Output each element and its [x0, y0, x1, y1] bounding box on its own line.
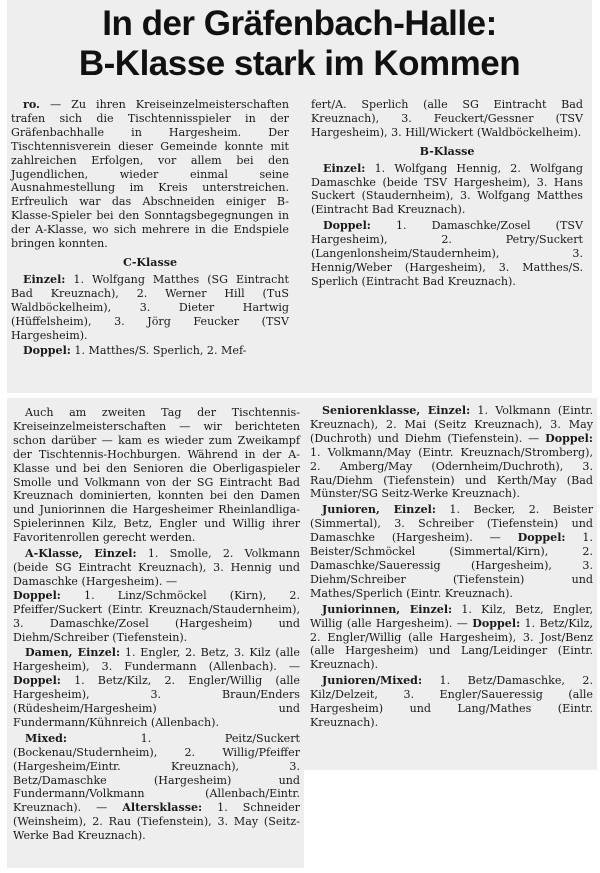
article1-column-1	[11, 98, 289, 360]
article1-intro: ro. — Zu ihren Kreiseinzelmeisterschaften trafen sich die Tischtennisspieler in der Gräfenbachhalle in Hargesheim. Der Tischtennisverein dieser Gemeinde konnte mit zahlreichen Erfolgen, vor allem bei den Jugendlichen, wieder einmal seine Ausnahmestellung im Kreis unterstreichen. Erfreulich war das Abschneiden einiger B-Klasse-Spieler bei den Sonntagsbegegnungen in der A-Klasse, wo sich mehrere in die Endspiele bringen konnten.	[11, 98, 289, 251]
c-klasse-doppel-part1: Doppel: 1. Matthes/S. Sperlich, 2. Mef-	[23, 344, 247, 358]
c-klasse-doppel-part2: fert/A. Sperlich (alle SG Eintracht Bad Kreuznach), 3. Feuckert/Gessner (TSV Hargesheim), 3. Hill/Wickert (Waldböckelheim).	[311, 98, 583, 139]
headline-line-1: In der Gräfenbach-Halle:	[102, 4, 497, 43]
clipping-kreiseinzelmeisterschaften-b-klasse	[7, 0, 592, 393]
junioren-results: Junioren, Einzel: 1. Becker, 2. Beister (Simmertal), 3. Schreiber (Tiefenstein) und Damaschke (Hargesheim). — Doppel: 1. Beister/Schmöckel (Simmertal/Kirn), 2. Damaschke/Saueressig (Hargesheim), 3. Diehm/Schreiber (Tiefenstein) und Mathes/Sperlich (Eintr. Kreuznach).	[310, 503, 594, 600]
b-klasse-einzel: Einzel: 1. Wolfgang Hennig, 2. Wolfgang Damaschke (beide TSV Hargesheim), 3. Hans Suckert (Staudernheim), 3. Wolfgang Matthes (Eintracht Bad Kreuznach).	[311, 161, 583, 217]
headline	[7, 4, 592, 84]
article2-column-2	[310, 404, 593, 732]
c-klasse-heading: C-Klasse	[122, 255, 178, 269]
author-tag: ro.	[23, 98, 40, 111]
a-klasse-results: A-Klasse, Einzel: 1. Smolle, 2. Volkmann (beide SG Eintracht Kreuznach), 3. Hennig und Damaschke (Hargesheim). — Doppel: 1. Linz/Schmöckel (Kirn), 2. Pfeiffer/Suckert (Eintr. Kreuznach/Staudernheim), 3. Damaschke/Zosel (Hargesheim) und Diehm/Schreiber (Tiefenstein).	[13, 547, 300, 644]
article1-column-2	[311, 98, 583, 291]
article2-intro: Auch am zweiten Tag der Tischtennis-Kreiseinzelmeisterschaften — wir berichteten schon darüber — kam es wieder zum Zweikampf der Tischtennis-Hochburgen. Während in der A-Klasse und bei den Senioren die Oberligaspieler Smolle und Volkmann von der SG Eintracht Bad Kreuznach dominierten, konnten bei den Damen und Juniorinnen die Hargesheimer Rheinlandliga-Spielerinnen Kilz, Betz, Engler und Willig ihrer Favoritenrollen gerecht werden.	[13, 406, 300, 545]
clipping-second-day-right	[304, 398, 597, 770]
juniorinnen-results: Juniorinnen, Einzel: 1. Kilz, Betz, Engler, Willig (alle Hargesheim). — Doppel: 1. Betz/Kilz, 2. Engler/Willig (alle Hargesheim), 3. Jost/Benz (alle Hargesheim) und Lang/Leidinger (Eintr. Kreuznach).	[310, 602, 594, 672]
b-klasse-doppel: Doppel: 1. Damaschke/Zosel (TSV Hargesheim), 2. Petry/Suckert (Langenlonsheim/Staudernheim), 3. Hennig/Weber (Hargesheim), 3. Matthes/S. Sperlich (Eintracht Bad Kreuznach).	[311, 219, 583, 288]
c-klasse-einzel: Einzel: 1. Wolfgang Matthes (SG Eintracht Bad Kreuznach), 2. Werner Hill (TuS Waldböckelheim), 3. Dieter Hartwig (Hüffelsheim), 3. Jörg Feucker (TSV Hargesheim).	[11, 272, 289, 342]
junioren-mixed-results: Junioren/Mixed: 1. Betz/Damaschke, 2. Kilz/Delzeit, 3. Engler/Saueressig (alle Hargesheim) und Lang/Mathes (Eintr. Kreuznach).	[310, 674, 593, 729]
clipping-second-day-left	[7, 398, 304, 868]
headline-line-2: B-Klasse stark im Kommen	[78, 44, 521, 83]
mixed-results: Mixed: 1. Peitz/Suckert (Bockenau/Studernheim), 2. Willig/Pfeiffer (Hargesheim/Eintr. Kreuznach), 3. Betz/Damaschke (Hargesheim) und Fundermann/Volkmann (Allenbach/Eintr. Kreuznach). — Altersklasse: 1. Schneider (Weinsheim), 2. Rau (Tiefenstein), 3. May (Seitz-Werke Bad Kreuznach).	[13, 731, 300, 843]
article2-column-1	[13, 406, 300, 845]
damen-results: Damen, Einzel: 1. Engler, 2. Betz, 3. Kilz (alle Hargesheim), 3. Fundermann (Allenbach). — Doppel: 1. Betz/Kilz, 2. Engler/Willig (alle Hargesheim), 3. Braun/Enders (Rüdesheim/Hargesheim) und Fundermann/Kühnreich (Allenbach).	[13, 646, 300, 729]
b-klasse-heading: B-Klasse	[419, 144, 475, 158]
senioren-results: Seniorenklasse, Einzel: 1. Volkmann (Eintr. Kreuznach), 2. Mai (Seitz Kreuznach), 3. May (Duchroth) und Diehm (Tiefenstein). — Doppel: 1. Volkmann/May (Eintr. Kreuznach/Stromberg), 2. Amberg/May (Odernheim/Duchroth), 3. Rau/Diehm (Tiefenstein) und Kerth/May (Bad Münster/SG Seitz-Werke Kreuznach).	[310, 404, 594, 501]
